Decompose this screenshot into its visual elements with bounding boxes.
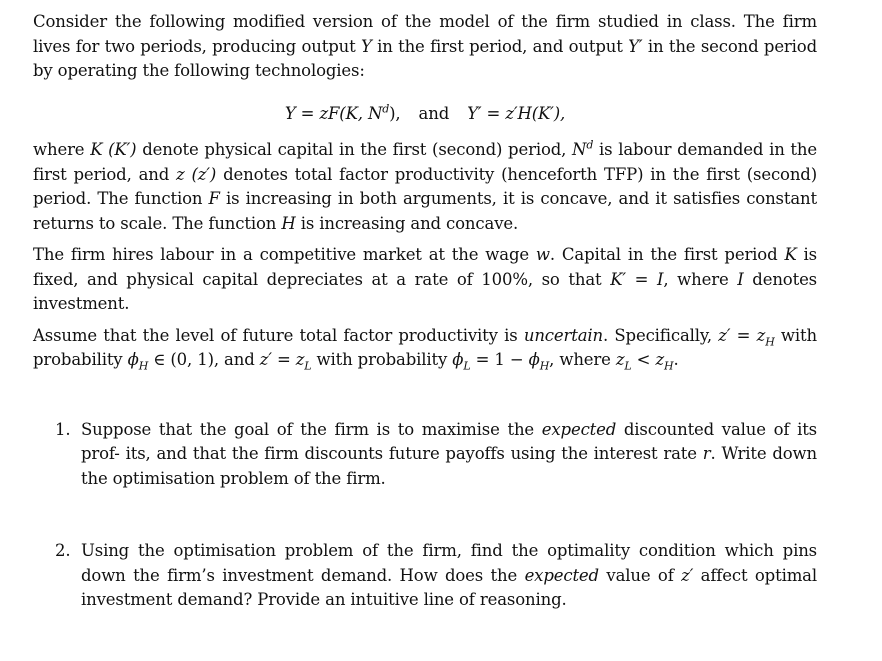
text-span: with probability xyxy=(311,350,453,369)
math-output-next: Y′ xyxy=(628,36,643,56)
emphasis-expected: expected xyxy=(541,419,617,439)
math-investment-identity: K′ = I xyxy=(610,269,664,289)
text-span: value of xyxy=(598,565,682,585)
text-span: < xyxy=(631,350,656,369)
math-interest-rate: r xyxy=(702,444,711,463)
math-tfp: z (z′) xyxy=(176,164,217,184)
text-span: = 1 − xyxy=(470,350,529,369)
equation-and: and xyxy=(418,103,450,123)
math-z: z xyxy=(615,350,625,369)
emphasis-expected: expected xyxy=(524,565,599,585)
text-span: Consider the following modified version of the model of the firm studied in class. The firm lives for two periods, producing output xyxy=(33,12,817,56)
question-item xyxy=(33,418,817,492)
math-function-f: F xyxy=(208,189,220,208)
intro-paragraph xyxy=(33,10,817,84)
question-number: 1. xyxy=(55,419,71,439)
math-output: Y xyxy=(360,36,372,56)
text-span: . xyxy=(673,350,679,369)
math-phi: ϕ xyxy=(452,350,464,369)
math-zl: z′ = z xyxy=(259,350,305,369)
math-capital: K (K′) xyxy=(90,140,137,159)
labour-market-paragraph xyxy=(33,243,817,317)
text-span: is labour demanded in the first period, and xyxy=(33,140,818,184)
text-span: denotes total factor productivity (henceforth TFP) in the first (second) period. The function xyxy=(33,164,818,208)
question-list xyxy=(33,418,817,613)
text-span: . Capital in the first period xyxy=(549,245,785,264)
math-subscript-l: L xyxy=(624,359,632,373)
equation-rhs: Y′ = z′H(K′), xyxy=(467,103,566,123)
text-span: Suppose that the goal of the firm is to maximise the xyxy=(81,419,542,439)
math-z: z xyxy=(655,350,664,369)
technology-equation xyxy=(33,102,817,127)
text-span: is fixed, and physical capital depreciates at a rate of 100%, so that xyxy=(33,245,817,289)
equation-lhs: Y = zF(K, N xyxy=(284,103,383,123)
text-span: . Write down the optimisation problem of the firm. xyxy=(81,444,817,488)
text-span: in the second period by operating the following technologies: xyxy=(33,36,817,80)
text-span: denotes investment. xyxy=(33,269,818,313)
math-superscript: d xyxy=(586,138,594,152)
text-span: . Specifically, xyxy=(603,325,719,345)
text-span: denote physical capital in the first (second) period, xyxy=(136,140,573,159)
text-span: affect optimal investment demand? Provide an intuitive line of reasoning. xyxy=(81,565,818,609)
text-span: is increasing in both arguments, it is concave, and it satisfies constant returns to scale. The function xyxy=(33,189,817,233)
math-subscript-l: L xyxy=(463,359,471,373)
math-wage: w xyxy=(535,245,550,264)
question-number: 2. xyxy=(55,541,71,560)
uncertainty-paragraph xyxy=(33,324,817,373)
text-span: ∈ (0, 1), and xyxy=(148,350,260,369)
math-subscript-h: H xyxy=(138,359,149,373)
math-phi: ϕ xyxy=(127,350,139,369)
text-span: , where xyxy=(549,350,616,369)
text-span: The firm hires labour in a competitive market at the wage xyxy=(33,245,536,264)
math-future-tfp: z′ xyxy=(681,565,694,585)
text-span: with probability xyxy=(33,325,817,369)
text-span: , where xyxy=(663,269,738,289)
equation-close: ), xyxy=(389,103,401,123)
math-investment: I xyxy=(737,269,744,289)
document-page xyxy=(33,10,817,661)
text-span: Assume that the level of future total factor productivity is xyxy=(33,325,524,345)
text-span: Using the optimisation problem of the firm, find the optimality condition which pins down the firm’s investment demand. How does the xyxy=(81,541,817,585)
math-subscript-h: H xyxy=(765,334,775,348)
math-subscript-l: L xyxy=(304,359,312,373)
text-span: in the first period, and output xyxy=(371,36,629,56)
equation-superscript: d xyxy=(382,102,390,115)
question-item xyxy=(33,539,817,613)
emphasis-uncertain: uncertain xyxy=(523,325,604,345)
math-labour: N xyxy=(572,140,587,159)
math-capital: K xyxy=(784,245,797,264)
math-subscript-h: H xyxy=(664,359,674,373)
math-subscript-h: H xyxy=(539,359,550,373)
math-phi: ϕ xyxy=(528,350,540,369)
math-zh: z′ = z xyxy=(718,325,766,345)
definitions-paragraph xyxy=(33,138,817,236)
math-function-h: H xyxy=(281,213,296,233)
text-span: is increasing and concave. xyxy=(295,213,519,233)
text-span: discounted value of its prof- its, and that the firm discounts future payoffs using the interest rate xyxy=(81,419,817,463)
text-span: where xyxy=(33,140,91,159)
